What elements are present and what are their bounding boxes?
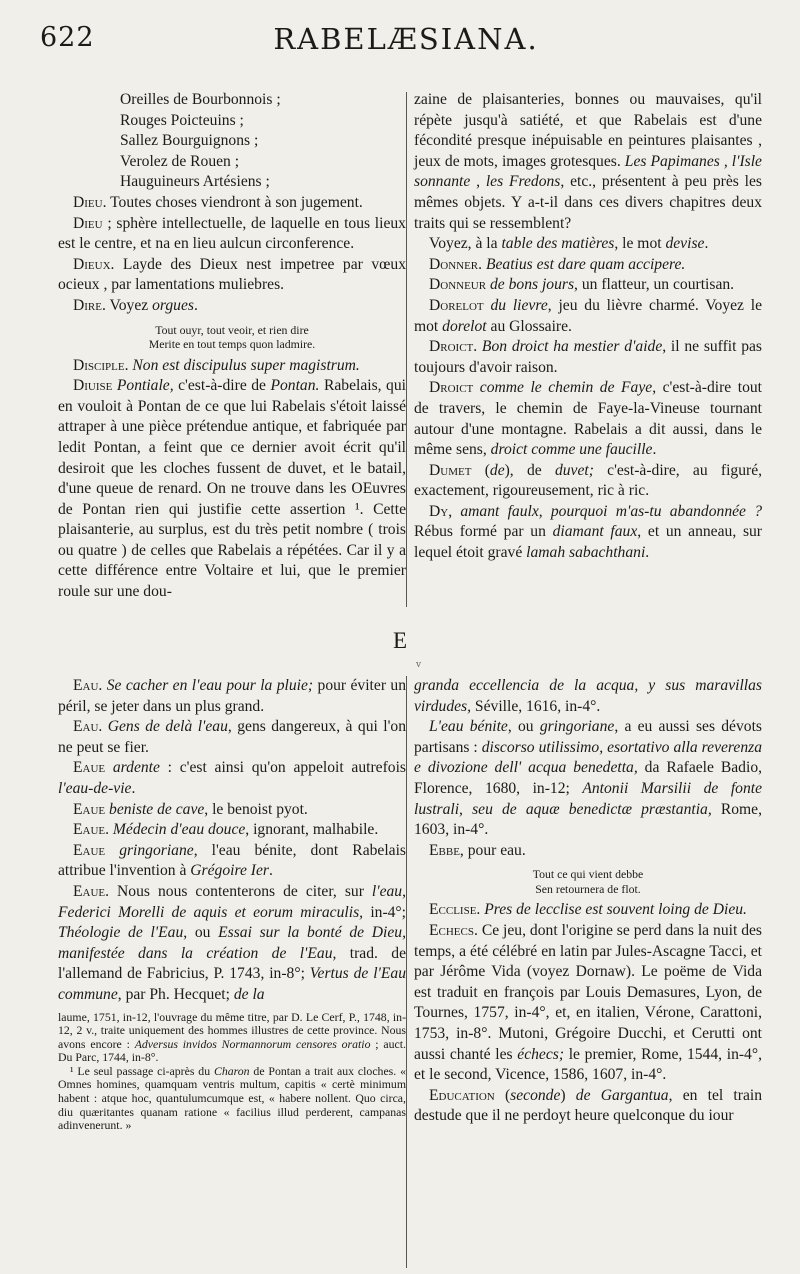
entry-italic: ardente — [105, 759, 160, 777]
entry-term: Donneur — [429, 276, 487, 294]
entry-dieu-2 — [58, 214, 406, 255]
entry-text: Rome, 1603, in-4°. — [414, 800, 763, 839]
entry-term: Dorelot — [429, 296, 484, 314]
entry-text: le premier, Rome, 1544, in-4°, et le second, Vicence, 1586, 1607, in-4°. — [414, 1045, 762, 1084]
entry-eaue-beniste — [58, 800, 406, 821]
entry-italic: Federici Morelli de aquis et eorum miraculis, — [58, 903, 364, 921]
entry-text: , par Ph. Hecquet; — [117, 985, 234, 1003]
entry-dy — [414, 502, 762, 564]
entry-italic: Se cacher en l'eau pour la pluie; — [102, 677, 314, 694]
entry-dumet — [414, 461, 762, 502]
footnotes — [58, 1011, 406, 1133]
entry-text: Ce jeu, dont l'origine se perd dans la nuit des temps, a été célébré en latin par Jules-Ascagne Tacci, et par Jérôme Vida (voyez Dornaw). Le poëme de Vida est traduit en françois par Louis Demasures, Lyon, de Tournes, 1757, in-4°, et, en italien, Vérone, Carattoni, 1753, in-8°. Mutoni, Grégoire Ducchi, et Cerutti ont aussi chanté les — [414, 921, 762, 1063]
entry-italic: de Gargantua — [575, 1086, 669, 1104]
entry-term: Droict. — [429, 338, 478, 356]
right-column-bottom — [414, 676, 762, 1127]
entry-italic: Antonii Marsilii de fonte lustrali, seu de aquæ benedictæ præstantia, — [414, 779, 762, 818]
entry-term: Ebbe — [429, 841, 460, 859]
entry-italic: table des matières — [501, 235, 615, 253]
entry-italic: Gens de delà l'eau — [102, 718, 228, 736]
entry-text: : c'est ainsi qu'on appeloit autrefois — [159, 759, 406, 777]
entry-ebbe — [414, 841, 762, 862]
entry-italic: devise — [665, 235, 705, 253]
entry-text: trad. de l'allemand de Fabricius, P. 1743, in-8°; — [58, 944, 406, 983]
left-column-bottom — [58, 676, 406, 1133]
page-number: 622 — [40, 22, 95, 53]
entry-text: , ou — [183, 924, 219, 942]
entry-italic: droict comme une faucille — [490, 441, 653, 459]
entry-italic: granda eccellencia de la acqua, y sus maravillas virdudes, — [414, 677, 762, 715]
entry-term: Dieu. — [73, 193, 107, 211]
entry-italic: de la — [233, 985, 265, 1003]
entry-text: c'est-à-dire, au figuré, exactement, rigoureusement, ric à ric. — [414, 461, 763, 500]
footnote-text: ¹ Le seul passage ci-après du — [70, 1063, 214, 1078]
entry-text: , gens dangereux, à qui l'on ne peut se fier. — [58, 718, 407, 756]
entry-text: , un flatteur, un courtisan. — [574, 276, 735, 294]
entry-italic: Pontan. — [270, 377, 320, 395]
entry-donneur — [414, 275, 762, 296]
entry-text: , etc., présentent à peu près les mêmes objets. Y a-t-il dans ces divers chapitres deux traits qui se ressemblent? — [414, 173, 762, 232]
entry-italic: beniste de cave — [105, 800, 205, 818]
page-header — [40, 22, 772, 62]
entry-text: , le benoist pyot. — [204, 800, 308, 818]
entry-text: . — [652, 441, 657, 459]
entry-eaue-gringoriane — [58, 841, 406, 882]
entry-text: ), de — [504, 461, 555, 479]
column-rule — [406, 92, 407, 607]
entry-term: Eaue — [73, 800, 106, 818]
entry-text: Rabelais, qui en vouloit à Pontan de ce que lui Rabelais s'étoit laissé attraper à une pièce prétendue antique, et fabriquée par ledit Pontan, a feint que ce dernier avoit écrit qu'il desiroit que les cloches fussent de duvet, et le batail, d'une queue de renard. On ne trouve dans les OEuvres de Pontan rien qui justifie cette assertion ¹. Cette plaisanterie, au surplus, est du très petit nombre ( trois ou quatre ) de celles que Rabelais a répétées. Car il y a cette différence entre Voltaire et lui, que le premier roule sur une dou- — [58, 377, 406, 601]
right-column-top — [414, 90, 762, 564]
entry-dorelot — [414, 296, 762, 337]
entry-text: Voyez — [105, 296, 153, 314]
entry-italic: discorso utilissimo, esortativo alla reverenza e divozione dell' acqua benedetta, — [414, 738, 763, 777]
entry-text: , le mot — [614, 235, 666, 253]
entry-italic: lamah sabachthani — [526, 544, 646, 562]
continued-text — [414, 90, 762, 234]
entry-text: ( — [471, 461, 490, 479]
entry-text: ) — [560, 1086, 576, 1104]
entry-term: Eau. — [73, 677, 103, 694]
entry-italic: comme le chemin de Faye — [473, 379, 653, 397]
entry-term: Diuise — [73, 377, 113, 395]
quote-line: Tout ouyr, tout veoir, et rien dire — [155, 322, 309, 337]
entry-droict-2 — [414, 378, 762, 460]
entry-term: Donner. — [429, 255, 483, 273]
footnote-italic: Charon — [213, 1063, 250, 1078]
entry-text: , c'est-à-dire tout de travers, le chemin de Faye-la-Vineuse tournant autour d'une montagne. Rabelais a dit aussi, dans le même sens, — [414, 379, 763, 459]
entry-eau-benite — [414, 717, 762, 841]
entry-term: Eau. — [73, 718, 103, 736]
entry-italic: Grégoire Ier — [190, 862, 269, 880]
entry-term: Ecclise. — [429, 901, 481, 919]
entry-italic: dorelot — [442, 317, 487, 335]
verse-line: Sallez Bourguignons ; — [120, 132, 259, 150]
entry-term: Dieu ; — [73, 214, 112, 232]
entry-italic: Vertus de l'Eau commune — [58, 965, 406, 1003]
verse-line: Oreilles de Bourbonnois ; — [120, 91, 281, 108]
entry-term: Eaue — [73, 759, 106, 777]
entry-text: Nous nous contenterons de citer, sur — [109, 882, 372, 900]
verse-line: Hauguineurs Artésiens ; — [120, 173, 270, 191]
quote-line: Sen retournera de flot. — [535, 881, 641, 896]
entry-text: pour éviter un péril, se jeter dans un plus grand. — [58, 677, 406, 715]
entry-italic: L'eau bénite — [429, 718, 508, 736]
entry-italic: Beatius est dare quam accipere. — [482, 255, 686, 273]
entry-italic: de — [489, 461, 505, 479]
quote-line: Tout ce qui vient debbe — [532, 867, 644, 882]
entry-text: in-4°; — [363, 903, 407, 921]
entry-text: Séville, 1616, in-4°. — [471, 697, 601, 715]
entry-term: Echecs. — [429, 921, 478, 939]
continued-text — [414, 676, 762, 717]
entry-italic: amant faulx, pourquoi m'as-tu abandonnée ? — [452, 502, 762, 520]
footnote-text: ; auct. Du Parc, 1744, in-8°. — [58, 1036, 406, 1065]
entry-eaue-citations — [58, 882, 406, 1006]
entry-text: Toutes choses viendront à son jugement. — [106, 193, 363, 211]
entry-italic: de bons jours — [486, 276, 575, 294]
footnote-italic: Adversus invidos Normannorum censores oratio — [134, 1036, 371, 1051]
entry-text: , jeu du lièvre charmé. Voyez le mot — [414, 296, 763, 335]
entry-italic: Les Papimanes , l'Isle sonnante , les Fredons — [414, 152, 762, 191]
entry-dire — [58, 296, 406, 317]
footnote-1 — [58, 1065, 406, 1133]
entry-italic: l'eau — [371, 882, 403, 900]
footnote-text: de Pontan a trait aux cloches. « Omnes homines, quamquam ventris multum, capitis « certè minimum habent : atque hoc, quantulumcumque est, « habere nollent. Quo circa, diu quæritantes quanam ratione « facilius illud perderent, campanas adinvenerunt. » — [58, 1063, 406, 1133]
left-column-top — [58, 90, 406, 603]
entry-italic: gringoriane — [105, 841, 194, 859]
verse-block — [58, 90, 406, 193]
entry-italic: Pontiale, — [112, 377, 174, 395]
cross-reference: orgues — [152, 296, 194, 314]
entry-italic: Médecin d'eau douce — [109, 821, 246, 839]
entry-text: , l'eau bénite, dont Rabelais attribue l'invention à — [58, 841, 406, 880]
entry-ecclise — [414, 900, 762, 921]
entry-term: Droict — [429, 379, 474, 397]
footnote-text: laume, 1751, in-12, l'ouvrage du même titre, par D. Le Cerf, P., 1748, in-12, 2 v., traite uniquement des hommes illustres de cette province. Nous avons encore : — [58, 1009, 406, 1051]
quote-line: Merite en tout temps quon ladmire. — [148, 337, 316, 352]
entry-term: Eaue — [73, 841, 106, 859]
entry-italic: échecs; — [517, 1045, 565, 1063]
entry-text: , et un anneau, sur lequel étoit gravé — [414, 523, 762, 562]
section-letter-heading: E — [392, 628, 408, 653]
entry-italic: Pres de lecclise est souvent loing de Dieu. — [480, 901, 747, 919]
entry-italic: Essai sur la bonté de Dieu, manifestée dans la création de l'Eau, — [58, 924, 406, 962]
entry-term: Dumet — [429, 461, 472, 479]
entry-term: Eaue. — [73, 882, 110, 900]
entry-italic: duvet; — [554, 461, 594, 479]
entry-echecs — [414, 921, 762, 1086]
entry-dieux — [58, 255, 406, 296]
entry-text-end: . — [193, 296, 198, 314]
running-title: RABELÆSIANA. — [273, 22, 539, 56]
entry-text: , pour eau. — [459, 841, 526, 859]
entry-term: Dy, — [429, 502, 453, 520]
entry-text: c'est-à-dire de — [173, 377, 271, 395]
entry-eau — [58, 676, 406, 717]
entry-italic: seconde — [510, 1086, 561, 1104]
entry-italic: Non est discipulus super magistrum. — [128, 356, 360, 374]
verse-line: Verolez de Rouen ; — [120, 152, 240, 170]
entry-disciple — [58, 356, 406, 377]
stray-mark: v — [416, 660, 422, 670]
entry-text: . — [645, 544, 650, 562]
verse-line: Rouges Poicteuins ; — [120, 111, 244, 129]
entry-term: Disciple. — [73, 356, 129, 374]
entry-text: , a eu aussi ses dévots partisans : — [414, 718, 762, 756]
entry-donner — [414, 255, 762, 276]
footnote-continued — [58, 1011, 406, 1065]
entry-droict — [414, 337, 762, 378]
entry-text: da Rafaele Badio, Florence, 1680, in-12; — [414, 759, 763, 797]
entry-education — [414, 1086, 762, 1127]
entry-term: Eaue. — [73, 821, 110, 839]
entry-italic: Théologie de l'Eau — [58, 924, 184, 942]
entry-italic: gringoriane — [539, 718, 615, 736]
entry-italic: du lievre — [483, 296, 548, 314]
entry-text: , il ne suffit pas toujours d'avoir raison. — [414, 338, 762, 376]
entry-italic: l'eau-de-vie — [58, 779, 132, 797]
entry-diuise — [58, 376, 406, 603]
entry-italic: diamant faux — [552, 523, 638, 541]
entry-eau-2 — [58, 717, 406, 758]
entry-text: au Glossaire. — [486, 317, 572, 335]
entry-text: Voyez, à la — [429, 235, 502, 253]
entry-text: , en tel train destude que il ne perdoyt heure quelconque du iour — [414, 1086, 762, 1125]
entry-dieu — [58, 193, 406, 214]
entry-term: Education — [429, 1086, 495, 1104]
entry-term: Dire. — [73, 296, 106, 314]
entry-text: ( — [494, 1086, 511, 1104]
entry-text: Layde des Dieux nest impetree par vœux ocieux , par lamentations muliebres. — [58, 255, 406, 294]
entry-text: sphère intellectuelle, de laquelle en tous lieux est le centre, et na en lieu aulcun circonference. — [58, 214, 406, 253]
entry-text: . — [704, 235, 709, 253]
entry-text: . — [268, 862, 273, 880]
entry-text: zaine de plaisanteries, bonnes ou mauvaises, qu'il répète jusqu'à satiété, et que Rabelais est d'une fécondité presque inépuisable en peintures plaisantes , jeux de mots, images grotesques. — [414, 91, 762, 170]
entry-eaue-ardente — [58, 758, 406, 799]
entry-term: Dieux. — [73, 255, 115, 273]
quote-block — [58, 323, 406, 352]
entry-text: , — [402, 882, 406, 900]
column-rule — [406, 676, 407, 1268]
entry-text: . — [131, 779, 136, 797]
quote-block — [414, 867, 762, 896]
entry-text: , ignorant, malhabile. — [245, 821, 379, 839]
entry-voyez — [414, 234, 762, 255]
entry-italic: Bon droict ha mestier d'aide — [477, 338, 663, 356]
entry-text: Rébus formé par un — [414, 523, 553, 541]
entry-text: , ou — [507, 718, 540, 736]
entry-eaue-medecin — [58, 820, 406, 841]
